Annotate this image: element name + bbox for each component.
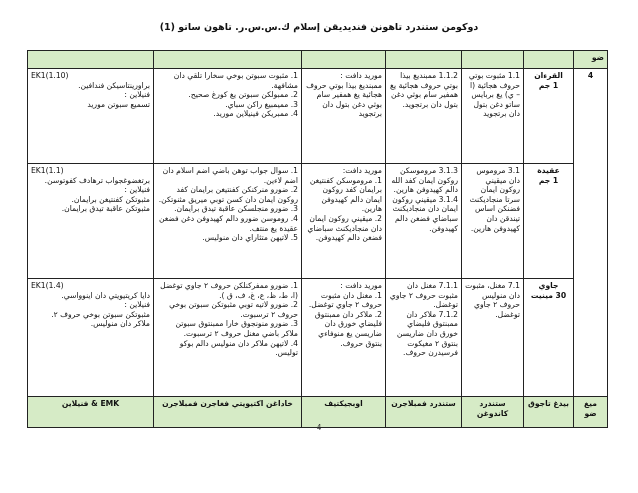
footer-content-standard: ستندرد كاندوغن	[462, 397, 524, 428]
assessment-cell	[28, 69, 154, 164]
table-row	[28, 164, 608, 279]
assessment-text: براورينتاسيكن فندافين. فنيلاين : تسميع سبوتن موريد	[78, 80, 150, 109]
activities-cell: موريد دافت : ممبنديغ بيذا بوتي حروف هجائية يغ همفير سام بوثي دغن بتول دان برتجويد	[302, 69, 386, 164]
content-standard-cell: 3.1 مروموس دان ميقيني روكون ايمان سرتا منجاديكنث فضنكن اساس تيندقن دان كهيدوفن هارين.	[462, 164, 524, 279]
topic-cell: عقيدة 1 جم	[524, 164, 574, 279]
footer-week: ميغ ضو	[574, 397, 608, 428]
assessment-text: دايا كريتيويتي دان اينوواسي. فنيلاين : مثبوتكن سبوتن بوخي حروف ٢. ملاكر دان منوليس.	[51, 290, 150, 329]
content-standard-cell: 1.1 مثبوت بوتي حروف هجائية (ا – ي) يغ بربايس ساتو دغن بتول دان برتجويد	[462, 69, 524, 164]
assessment-cell	[28, 279, 154, 397]
footer-learning-standard: ستندرد فمبلاجرن	[386, 397, 462, 428]
skills-cell: 1. سوال جواب توهن باضي اضم اسلام دان اضم لاءين. 2. ضورو منركنكن كفنتيغن برايمان كفد روكون ايمان دان كسن توبي ميريق مثنوتكن. 3. ضورو منجلسكن عاقبة تيدق برايمان. 4. روموسن ضورو دالم كهيدوفن دغن فضغن عقيدة يغ منتف. 5. لاتيهن متثاراي دان منوليس.	[154, 164, 302, 279]
footer-topic: بيدغ تاجوق	[524, 397, 574, 428]
week-number: 4	[574, 69, 608, 397]
assessment-cell	[28, 164, 154, 279]
footer-activities: خاداغن اكتيويتي فغاجرن فمبلاجرن	[154, 397, 302, 428]
footer-assessment: EMK & فنيلاين	[28, 397, 154, 428]
page-number: 4	[316, 423, 322, 432]
table-row	[28, 279, 608, 397]
content-standard-cell: 7.1 مغنل، مثبوت دان منوليس حروف ٢ جاوي توغضل.	[462, 279, 524, 397]
document-title: دوكومن ستندرد تاهونن فنديديقن إسلام ك.س.س.ر. تاهون ساتو (1)	[159, 22, 479, 33]
assessment-code: EK1(1.4)	[31, 281, 64, 290]
lesson-plan-table	[27, 50, 608, 428]
activities-cell: موريد دافت: 1. مروموسكن كفنتيغن برايمان كفد روكون ايمان دالم كهيدوفن هارين. 2. ميقيني روكون ايمان دان منجاديكنث سباضاي فضغن دالم كهيدوفن.	[302, 164, 386, 279]
header-row	[28, 51, 608, 69]
learning-standard-cell: 1.1.2 ممبنديغ بيذا بوتي حروف هجائية يغ همفير سام بوثي دغن بتول دان برتجويد.	[386, 69, 462, 164]
skills-cell: 1. مثبوت سبوتن بوخي سخارا تلقي دان مشافهة. 2. ممبولكن سبوتن يغ كورغ صحيح. 3. مميمبيغ راكن سباي. 4. ممبريكن فينيلاين موريد.	[154, 69, 302, 164]
assessment-code: EK1(1.10)	[31, 71, 69, 80]
topic-cell: القرءان 1 جم	[524, 69, 574, 164]
learning-standard-cell: 3.1.3 مروموسكن روكون ايمان كفد الله دالم كهيدوفن هارين. 3.1.4 ميقيني روكون ايمان دان منجاديكنث سباضاي فضغن دالم كهيدوفن.	[386, 164, 462, 279]
activities-cell: موريد دافت : 1. مغنل دان مثبوت حروف ٢ جاوي توغضل. 2. ملاكر دان ممبنتوق فليضاي خورق دان ضاريسن يغ منوفاءي بنتوق حروف.	[302, 279, 386, 397]
learning-standard-cell: 7.1.1 مغنل دان مثبوت حروف ٢ جاوي توغضل. 7.1.2 ملاكر دان ممبنتوق فليضاي خورق دان ضاريسن بنتوق ٢ مغيكوت فرسيدرن حروف.	[386, 279, 462, 397]
assessment-text: برتغضوغجواب ترهادف كفوتوسن. فنيلاين : مثبوتكن كفنتيغن برايمان. مثبوتكن عاقبة تيدق برايمان.	[44, 175, 150, 214]
topic-cell: جاوي 30 مينيت	[524, 279, 574, 397]
skills-cell: 1. ضورو ممفركنلكن حروف ٢ جاوي توغضل (ا، ط، ظ، ع، غ، ف، ق ). 2. ضورو لاتيه توبي مثبوتكن سبوتن بوخي حروف ٢ ترسبوت. 3. ضورو منونجوق خارا ممبنتوق سبوتن ملاكر باضي مغنل حروف ٢ ترسبوت. 4. لاتيهن ملاكر دان منوليس دالم بوكو توليس.	[154, 279, 302, 397]
footer-objectives: اوبجيكتيف	[302, 397, 386, 428]
table-row	[28, 69, 608, 164]
assessment-code: EK1(1.1)	[31, 166, 64, 175]
week-header: ضو	[574, 51, 608, 69]
